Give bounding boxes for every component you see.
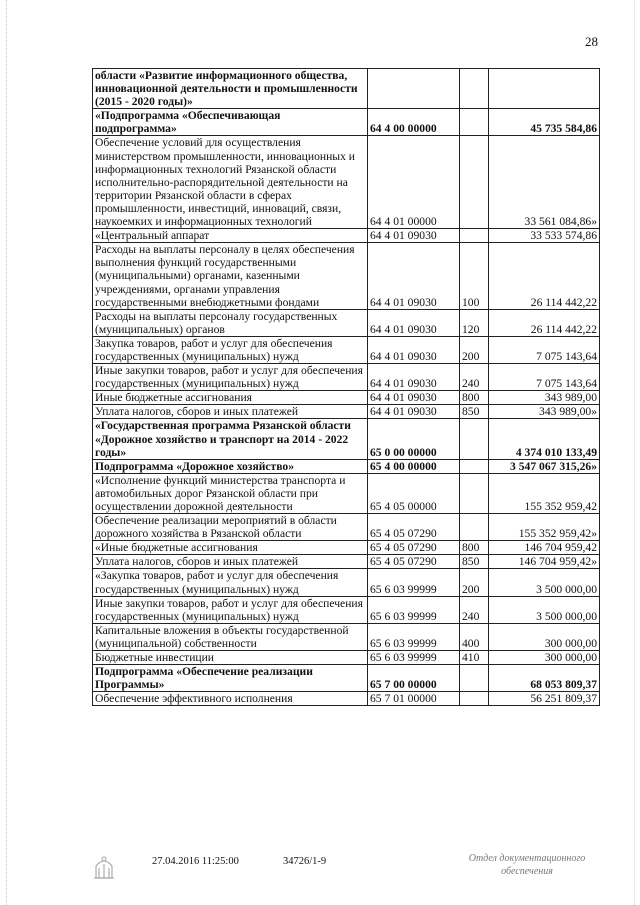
- table-row: [93, 665, 600, 692]
- row-amount-cell: 3 547 067 315,26»: [489, 459, 600, 473]
- row-amount-cell: 146 704 959,42»: [489, 555, 600, 569]
- table-row: [93, 229, 600, 243]
- department-stamp-text: Отдел документационного обеспечения: [468, 853, 586, 877]
- row-code-cell: 65 4 00 00000: [368, 459, 460, 473]
- scan-edge-right: [634, 0, 636, 905]
- table-row: [93, 336, 600, 363]
- row-name-cell: области «Развитие информационного общества, инновационной деятельности и промышленности (2015 - 2020 годы)»: [93, 69, 368, 109]
- row-name-cell: Иные закупки товаров, работ и услуг для обеспечения государственных (муниципальных) нужд: [93, 596, 368, 623]
- row-code-cell: 65 0 00 00000: [368, 419, 460, 459]
- table-row: [93, 405, 600, 419]
- table-row: [93, 692, 600, 706]
- row-name-cell: Бюджетные инвестиции: [93, 651, 368, 665]
- row-code-cell: 65 4 05 00000: [368, 473, 460, 513]
- row-type-cell: 850: [460, 555, 489, 569]
- row-type-cell: 800: [460, 391, 489, 405]
- row-code-cell: 64 4 00 00000: [368, 109, 460, 136]
- row-code-cell: 64 4 01 09030: [368, 309, 460, 336]
- row-amount-cell: 155 352 959,42»: [489, 514, 600, 541]
- row-name-cell: Капитальные вложения в объекты государственной (муниципальной) собственности: [93, 623, 368, 650]
- row-name-cell: Обеспечение реализации мероприятий в области дорожного хозяйства в Рязанской области: [93, 514, 368, 541]
- row-amount-cell: 300 000,00: [489, 651, 600, 665]
- row-type-cell: 800: [460, 541, 489, 555]
- row-code-cell: 65 4 05 07290: [368, 555, 460, 569]
- table-row: [93, 364, 600, 391]
- table-row: [93, 569, 600, 596]
- row-amount-cell: 343 989,00: [489, 391, 600, 405]
- row-amount-cell: 68 053 809,37: [489, 665, 600, 692]
- row-name-cell: «Подпрограмма «Обеспечивающая подпрограмма»: [93, 109, 368, 136]
- row-name-cell: Уплата налогов, сборов и иных платежей: [93, 405, 368, 419]
- row-amount-cell: [489, 69, 600, 109]
- footer-timestamp: 27.04.2016 11:25:00: [152, 856, 239, 867]
- row-type-cell: 200: [460, 569, 489, 596]
- row-amount-cell: 3 500 000,00: [489, 569, 600, 596]
- row-code-cell: 64 4 01 09030: [368, 364, 460, 391]
- row-type-cell: 100: [460, 243, 489, 309]
- table-row: [93, 309, 600, 336]
- row-code-cell: 64 4 01 00000: [368, 136, 460, 229]
- row-name-cell: Подпрограмма «Обеспечение реализации Программы»: [93, 665, 368, 692]
- row-code-cell: 65 6 03 99999: [368, 651, 460, 665]
- row-type-cell: 850: [460, 405, 489, 419]
- row-code-cell: 65 6 03 99999: [368, 596, 460, 623]
- row-code-cell: 65 6 03 99999: [368, 623, 460, 650]
- row-type-cell: 400: [460, 623, 489, 650]
- table-row: [93, 541, 600, 555]
- table-row: [93, 391, 600, 405]
- row-type-cell: [460, 692, 489, 706]
- budget-table: [92, 68, 600, 706]
- row-name-cell: Обеспечение эффективного исполнения: [93, 692, 368, 706]
- row-type-cell: [460, 473, 489, 513]
- row-type-cell: [460, 665, 489, 692]
- row-type-cell: 120: [460, 309, 489, 336]
- row-type-cell: 240: [460, 364, 489, 391]
- row-name-cell: Обеспечение условий для осуществления министерством промышленности, инновационных и информационных технологий Рязанской области исполнительно-распорядительной деятельности на территории Рязанской области в сферах промышленности, инвестиций, инноваций, связи, наукоемких и информационных технологий: [93, 136, 368, 229]
- row-type-cell: 240: [460, 596, 489, 623]
- row-amount-cell: 343 989,00»: [489, 405, 600, 419]
- row-amount-cell: 56 251 809,37: [489, 692, 600, 706]
- row-name-cell: Иные закупки товаров, работ и услуг для обеспечения государственных (муниципальных) нужд: [93, 364, 368, 391]
- row-name-cell: «Иные бюджетные ассигнования: [93, 541, 368, 555]
- row-name-cell: «Центральный аппарат: [93, 229, 368, 243]
- row-amount-cell: 26 114 442,22: [489, 309, 600, 336]
- row-code-cell: 65 4 05 07290: [368, 541, 460, 555]
- row-type-cell: [460, 419, 489, 459]
- row-amount-cell: 4 374 010 133,49: [489, 419, 600, 459]
- row-amount-cell: 300 000,00: [489, 623, 600, 650]
- row-code-cell: 64 4 01 09030: [368, 405, 460, 419]
- row-amount-cell: 155 352 959,42: [489, 473, 600, 513]
- row-amount-cell: 7 075 143,64: [489, 364, 600, 391]
- table-row: [93, 555, 600, 569]
- row-name-cell: Уплата налогов, сборов и иных платежей: [93, 555, 368, 569]
- table-row: [93, 651, 600, 665]
- footer-doc-number: 34726/1-9: [283, 856, 327, 867]
- row-amount-cell: 3 500 000,00: [489, 596, 600, 623]
- row-amount-cell: 45 735 584,86: [489, 109, 600, 136]
- row-amount-cell: 33 533 574,86: [489, 229, 600, 243]
- table-row: [93, 243, 600, 309]
- row-type-cell: 410: [460, 651, 489, 665]
- row-amount-cell: 7 075 143,64: [489, 336, 600, 363]
- table-row: [93, 109, 600, 136]
- row-code-cell: 64 4 01 09030: [368, 391, 460, 405]
- row-code-cell: 64 4 01 09030: [368, 336, 460, 363]
- row-name-cell: Подпрограмма «Дорожное хозяйство»: [93, 459, 368, 473]
- table-row: [93, 623, 600, 650]
- row-name-cell: Расходы на выплаты персоналу государственных (муниципальных) органов: [93, 309, 368, 336]
- emblem-stamp-icon: [93, 852, 115, 880]
- row-name-cell: Иные бюджетные ассигнования: [93, 391, 368, 405]
- row-name-cell: Закупка товаров, работ и услуг для обеспечения государственных (муниципальных) нужд: [93, 336, 368, 363]
- row-type-cell: [460, 69, 489, 109]
- row-type-cell: 200: [460, 336, 489, 363]
- row-type-cell: [460, 459, 489, 473]
- row-name-cell: Расходы на выплаты персоналу в целях обеспечения выполнения функций государственными (муниципальными) органами, казенными учреждениями, органами управления государственными внебюджетными фондами: [93, 243, 368, 309]
- row-type-cell: [460, 109, 489, 136]
- row-code-cell: 65 4 05 07290: [368, 514, 460, 541]
- table-row: [93, 419, 600, 459]
- row-name-cell: «Исполнение функций министерства транспорта и автомобильных дорог Рязанской области при осуществлении дорожной деятельности: [93, 473, 368, 513]
- row-name-cell: «Закупка товаров, работ и услуг для обеспечения государственных (муниципальных) нужд: [93, 569, 368, 596]
- row-type-cell: [460, 229, 489, 243]
- row-type-cell: [460, 136, 489, 229]
- row-amount-cell: 33 561 084,86»: [489, 136, 600, 229]
- row-code-cell: 64 4 01 09030: [368, 229, 460, 243]
- row-code-cell: 65 7 01 00000: [368, 692, 460, 706]
- row-code-cell: 65 7 00 00000: [368, 665, 460, 692]
- row-code-cell: 64 4 01 09030: [368, 243, 460, 309]
- page-number: 28: [585, 34, 598, 49]
- table-row: [93, 459, 600, 473]
- row-code-cell: 65 6 03 99999: [368, 569, 460, 596]
- row-code-cell: [368, 69, 460, 109]
- table-row: [93, 596, 600, 623]
- row-name-cell: «Государственная программа Рязанской области «Дорожное хозяйство и транспорт на 2014 - 2022 годы»: [93, 419, 368, 459]
- row-type-cell: [460, 514, 489, 541]
- row-amount-cell: 26 114 442,22: [489, 243, 600, 309]
- scan-edge-left: [6, 0, 8, 905]
- table-row: [93, 136, 600, 229]
- table-row: [93, 473, 600, 513]
- table-row: [93, 514, 600, 541]
- table-row: [93, 69, 600, 109]
- row-amount-cell: 146 704 959,42: [489, 541, 600, 555]
